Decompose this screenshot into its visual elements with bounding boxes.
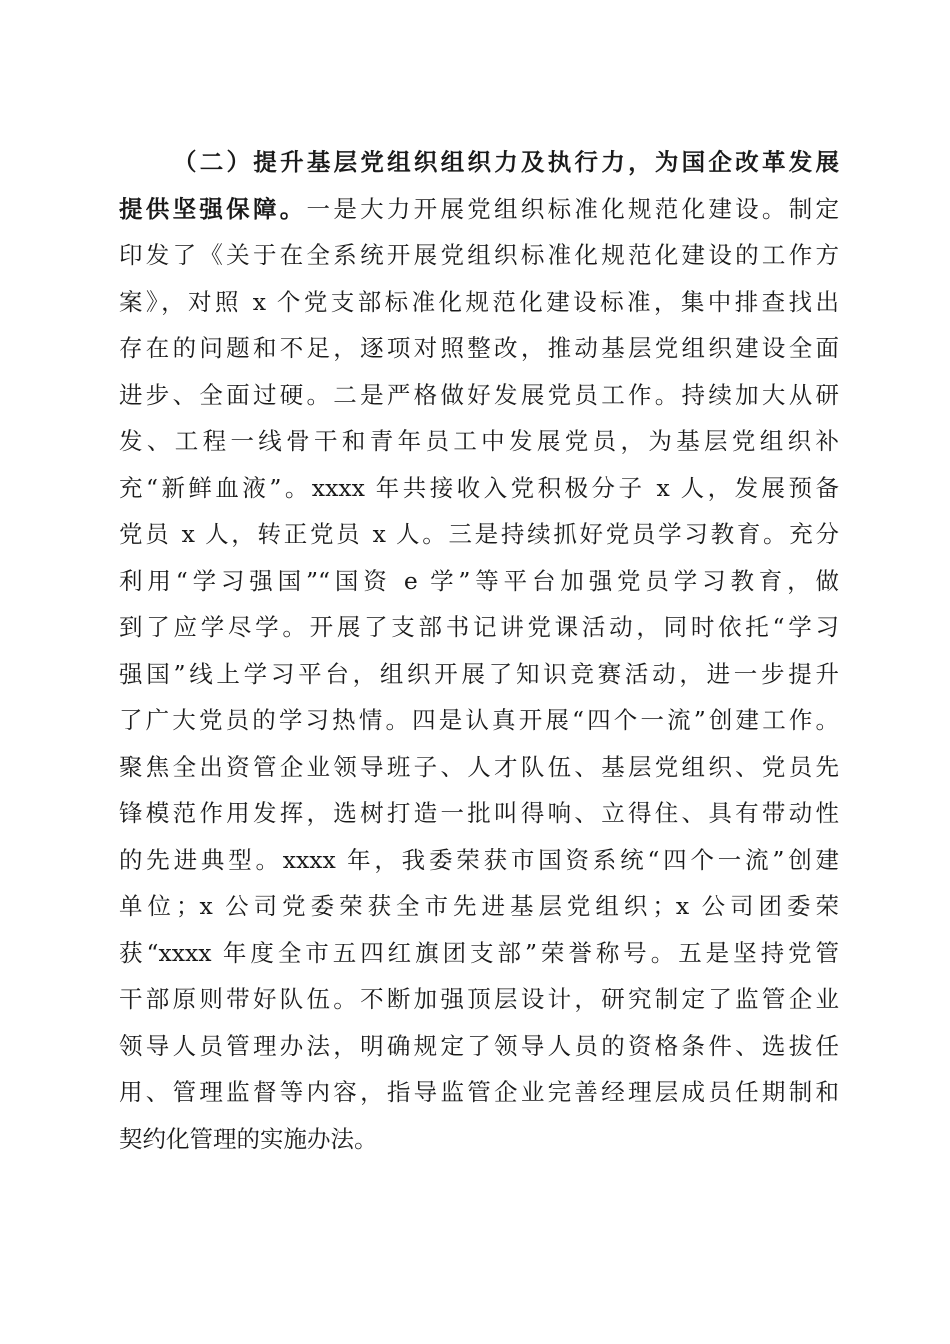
text-line: 强国”线上学习平台，组织开展了知识竞赛活动，进一步提升 [119, 659, 839, 688]
section-heading-continued: 提供坚强保障。 [119, 194, 307, 223]
body-paragraph [119, 139, 839, 1162]
text-line: 存在的问题和不足，逐项对照整改，推动基层党组织建设全面 [119, 334, 839, 362]
text-line [119, 186, 839, 233]
text-line: 案》，对照 x 个党支部标准化规范化建设标准，集中排查找出 [119, 287, 839, 316]
text-line: 党员 x 人，转正党员 x 人。三是持续抓好党员学习教育。充分 [119, 520, 839, 548]
text-line: 聚焦全出资管企业领导班子、人才队伍、基层党组织、党员先 [119, 752, 839, 781]
text-line: 发、工程一线骨干和青年员工中发展党员，为基层党组织补 [119, 427, 839, 455]
text-line: 利用“学习强国”“国资 e 学”等平台加强党员学习教育，做 [119, 566, 839, 595]
text-line: 进步、全面过硬。二是严格做好发展党员工作。持续加大从研 [119, 380, 839, 409]
text-line: 单位；x 公司党委荣获全市先进基层党组织；x 公司团委荣 [119, 892, 839, 920]
text-line: 获“xxxx 年度全市五四红旗团支部”荣誉称号。五是坚持党管 [119, 938, 839, 967]
text-line: 了广大党员的学习热情。四是认真开展“四个一流”创建工作。 [119, 706, 839, 734]
text-line: 干部原则带好队伍。不断加强顶层设计，研究制定了监管企业 [119, 985, 839, 1013]
text-line: 契约化管理的实施办法。 [119, 1124, 378, 1153]
text-line: 的先进典型。xxxx 年，我委荣获市国资系统“四个一流”创建 [119, 845, 839, 874]
text-line: 到了应学尽学。开展了支部书记讲党课活动，同时依托“学习 [119, 613, 839, 641]
text-segment: 一是大力开展党组织标准化规范化建设。制定 [306, 194, 840, 223]
section-heading: （二）提升基层党组织组织力及执行力，为国企改革发展 [173, 148, 839, 176]
text-line: 领导人员管理办法，明确规定了领导人员的资格条件、选拔任 [119, 1031, 839, 1060]
text-line: 用、管理监督等内容，指导监管企业完善经理层成员任期制和 [119, 1078, 839, 1106]
text-line: 锋模范作用发挥，选树打造一批叫得响、立得住、具有带动性 [119, 799, 839, 827]
text-line: 充“新鲜血液”。xxxx 年共接收入党积极分子 x 人，发展预备 [119, 473, 839, 502]
text-line: 印发了《关于在全系统开展党组织标准化规范化建设的工作方 [119, 241, 839, 269]
